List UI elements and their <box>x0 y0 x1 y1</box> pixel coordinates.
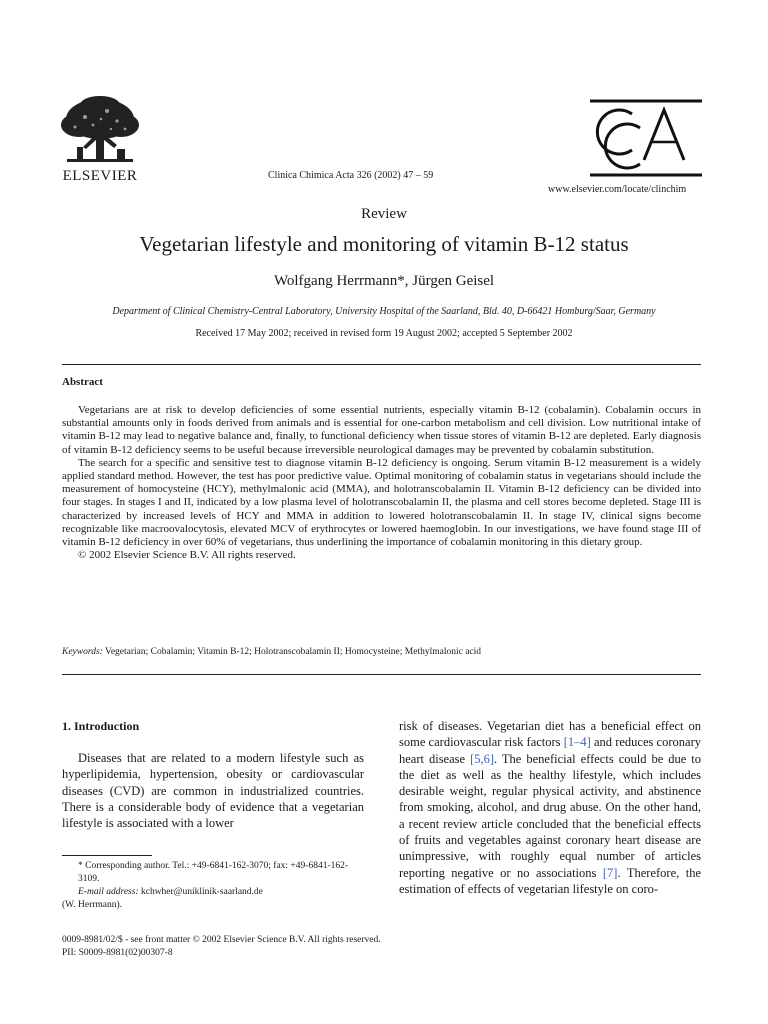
text-run: risk of diseases. Vegetarian diet has a beneficial effect on some cardiovascular risk factors <box>399 719 701 750</box>
author-list: Wolfgang Herrmann*, Jürgen Geisel <box>273 273 495 289</box>
email-address[interactable]: kchwher@uniklinik-saarland.de <box>138 887 263 897</box>
text-run: . Therefore, the estimation of effects of vegetarian lifestyle on coro- <box>399 865 701 896</box>
email-line <box>62 886 364 899</box>
abstract-paragraph: The search for a specific and sensitive test to diagnose vitamin B-12 deficiency is ongoing. Serum vitamin B-12 measurement is a widely applied standard method. However, the test has poor predictive value. Optimal monitoring of cobalamin status in vegetarians should include the measurement of homocysteine (HCY), methylmalonic acid (MMA), and holotranscobalamin II. Vitamin B-12 deficiency can be divided into four stages. In stages I and II, indicated by a low plasma level of holotranscobalamin II, the plasma and cell stores become depleted. Stage III is characterized by increased levels of HCY and MMA in addition to lowered holotranscobalamin II. In stage IV, clinical signs become recognizable like macroovalocytosis, elevated MCV of erythrocytes or lowered haemoglobin. In our investigations, we have found stage III of vitamin B-12 deficiency in over 60% of vegetarians, thus underlining the importance of cobalamin monitoring in this dietary group. <box>62 456 701 549</box>
cca-logo-icon <box>588 98 704 178</box>
text-run: and reduces coronary heart disease <box>399 735 701 766</box>
article-type: Review <box>361 206 407 222</box>
corresponding-author-note: * Corresponding author. Tel.: +49-6841-162-3070; fax: +49-6841-162-3109. <box>78 861 349 884</box>
keywords <box>62 647 701 657</box>
intro-paragraph-continued <box>399 718 701 897</box>
pii-line: PII: S0009-8981(02)00307-8 <box>62 948 173 958</box>
keywords-text: Vegetarian; Cobalamin; Vitamin B-12; Holotranscobalamin II; Homocysteine; Methylmalonic acid <box>105 647 482 657</box>
keywords-label: Keywords: <box>62 647 103 657</box>
right-column <box>399 718 701 897</box>
journal-url[interactable]: www.elsevier.com/locate/clinchim <box>548 184 687 195</box>
abstract-heading: Abstract <box>62 376 103 388</box>
author-name-note: (W. Herrmann). <box>62 900 123 910</box>
section-heading: 1. Introduction <box>62 719 140 733</box>
publisher-name: ELSEVIER <box>62 168 138 184</box>
article-title: Vegetarian lifestyle and monitoring of vitamin B-12 status <box>139 232 629 256</box>
divider <box>62 674 701 675</box>
footnotes <box>62 860 364 912</box>
reference-link[interactable]: [1–4] <box>563 735 591 750</box>
issn-line: 0009-8981/02/$ - see front matter © 2002 Elsevier Science B.V. All rights reserved. <box>62 935 381 945</box>
abstract-body <box>62 404 701 562</box>
text-run: . The beneficial effects could be due to the diet as well as the healthy lifestyle, which includes desirable weight, regular physical activity, and abstinence from smoking, alcohol, and drug abuse. On the other hand, a recent review article concluded that the beneficial effects of fruits and vegetables against coronary heart disease are unimpressive, with roughly equal number of articles reporting negative or no associations <box>399 751 702 880</box>
reference-link[interactable]: [7] <box>602 865 618 880</box>
author-affiliation: Department of Clinical Chemistry-Central Laboratory, University Hospital of the Saarland, Bld. 40, D-66421 Homburg/Saar, Germany <box>112 306 656 317</box>
abstract-paragraph: Vegetarians are at risk to develop deficiencies of some essential nutrients, especially vitamin B-12 (cobalamin). Cobalamin occurs in substantial amounts only in foods derived from animals and is essential for one-carbon metabolism and cell division. Low nutritional intake of vitamin B-12 may lead to negative balance and, finally, to functional deficiency when tissue stores of vitamin B-12 are depleted. Early diagnosis of vitamin B-12 deficiency seems to be useful because irreversible neurological damages may be prevented by cobalamin substitution. <box>62 404 701 456</box>
intro-paragraph: Diseases that are related to a modern lifestyle such as hyperlipidemia, hypertension, obesity or cardiovascular diseases (CVD) are common in industrialized countries. There is a considerable body of evidence that a vegetarian lifestyle is associated with a lower <box>62 751 364 831</box>
email-label: E-mail address: <box>78 887 139 897</box>
page-footer <box>62 934 381 960</box>
left-column <box>62 718 364 831</box>
divider <box>62 364 701 365</box>
received-dates: Received 17 May 2002; received in revised form 19 August 2002; accepted 5 September 2002 <box>195 328 573 339</box>
footnote-divider <box>62 855 152 856</box>
journal-citation: Clinica Chimica Acta 326 (2002) 47 – 59 <box>268 170 434 181</box>
abstract-copyright: © 2002 Elsevier Science B.V. All rights reserved. <box>78 549 296 562</box>
reference-link[interactable]: [5,6] <box>470 751 495 766</box>
